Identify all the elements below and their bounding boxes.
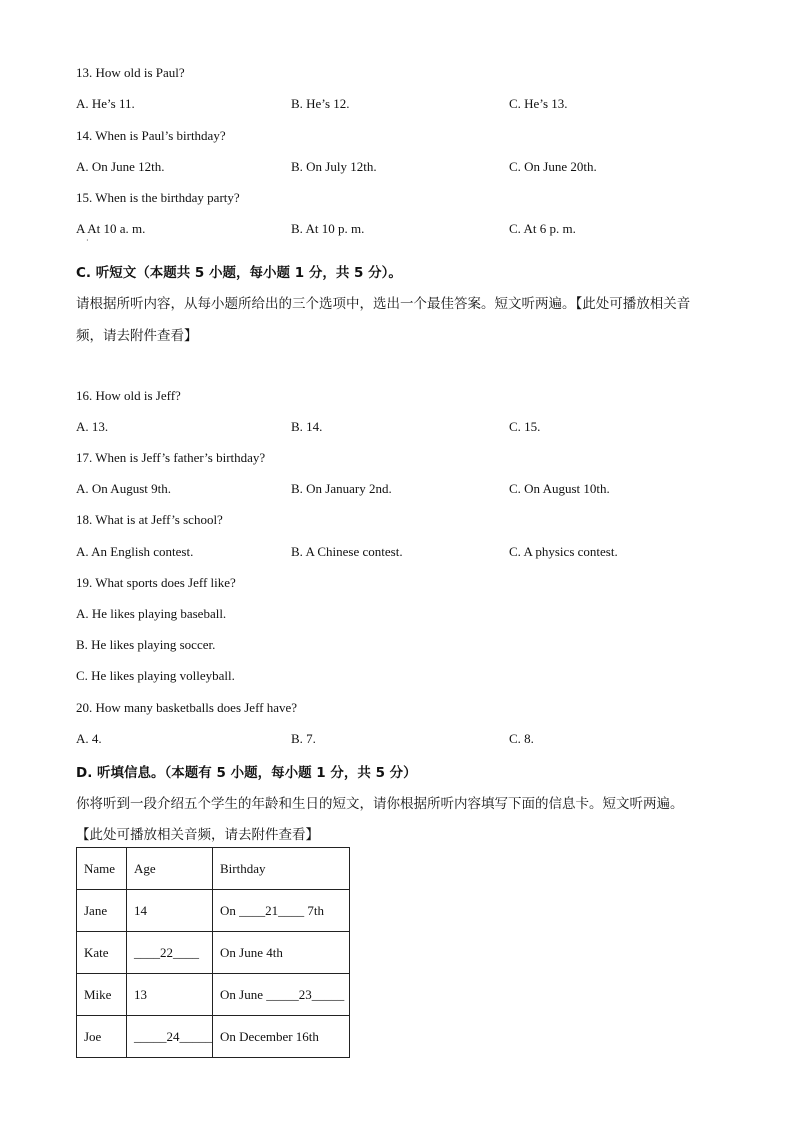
question-15: 15. When is the birthday party? [76,190,240,205]
option-20-c: C. 8. [509,731,534,746]
option-19-a: A. He likes playing baseball. [76,606,227,621]
cell-age: 14 [127,890,213,932]
cell-birthday-blank-21: On ____21____ 7th [213,890,350,932]
option-15-a: A At 10 a. m. [76,221,146,236]
cell-name: Jane [77,890,127,932]
option-15-b: B. At 10 p. m. [291,221,365,236]
option-18-c: C. A physics contest. [509,544,618,559]
question-13: 13. How old is Paul? [76,65,185,80]
table-row [77,1016,350,1058]
option-20-b: B. 7. [291,731,316,746]
question-20: 20. How many basketballs does Jeff have? [76,700,298,715]
section-c-heading: C. 听短文（本题共 5 小题，每小题 1 分，共 5 分）。 [76,265,402,281]
table-row [77,974,350,1016]
cell-name: Joe [77,1016,127,1058]
header-name: Name [77,848,127,890]
cell-birthday-blank-23: On June _____23_____ [213,974,350,1016]
option-13-c: C. He’s 13. [509,96,568,111]
section-d-instruction-cont: 【此处可播放相关音频，请去附件查看】 [76,827,319,843]
question-16: 16. How old is Jeff? [76,388,181,403]
option-16-a: A. 13. [76,419,109,434]
stray-dot: · [86,236,89,245]
option-19-b: B. He likes playing soccer. [76,637,216,652]
header-birthday: Birthday [213,848,350,890]
question-14: 14. When is Paul’s birthday? [76,128,226,143]
cell-birthday: On June 4th [213,932,350,974]
cell-birthday: On December 16th [213,1016,350,1058]
option-14-c: C. On June 20th. [509,159,597,174]
option-15-c: C. At 6 p. m. [509,221,576,236]
section-c-instruction-cont: 频，请去附件查看】 [76,328,198,344]
option-14-b: B. On July 12th. [291,159,377,174]
option-13-a: A. He’s 11. [76,96,135,111]
info-card-table [76,847,350,1058]
option-16-c: C. 15. [509,419,541,434]
option-19-c: C. He likes playing volleyball. [76,668,235,683]
cell-age-blank-22: ____22____ [127,932,213,974]
table-row [77,932,350,974]
option-16-b: B. 14. [291,419,323,434]
section-d-heading: D. 听填信息。（本题有 5 小题，每小题 1 分，共 5 分） [76,765,417,781]
cell-name: Mike [77,974,127,1016]
section-c-instruction: 请根据所听内容，从每小题所给出的三个选项中，选出一个最佳答案。短文听两遍。【此处可播放相关音 [76,296,691,312]
option-20-a: A. 4. [76,731,102,746]
table-header-row [77,848,350,890]
header-age: Age [127,848,213,890]
question-18: 18. What is at Jeff’s school? [76,512,223,527]
question-19: 19. What sports does Jeff like? [76,575,236,590]
option-17-c: C. On August 10th. [509,481,610,496]
option-13-b: B. He’s 12. [291,96,350,111]
question-17: 17. When is Jeff’s father’s birthday? [76,450,266,465]
option-14-a: A. On June 12th. [76,159,165,174]
option-18-b: B. A Chinese contest. [291,544,403,559]
option-17-a: A. On August 9th. [76,481,171,496]
table-row [77,890,350,932]
cell-age-blank-24: _____24_____ [127,1016,213,1058]
option-18-a: A. An English contest. [76,544,194,559]
cell-name: Kate [77,932,127,974]
cell-age: 13 [127,974,213,1016]
option-17-b: B. On January 2nd. [291,481,392,496]
section-d-instruction: 你将听到一段介绍五个学生的年龄和生日的短文，请你根据所听内容填写下面的信息卡。短文听两遍。 [76,796,684,812]
